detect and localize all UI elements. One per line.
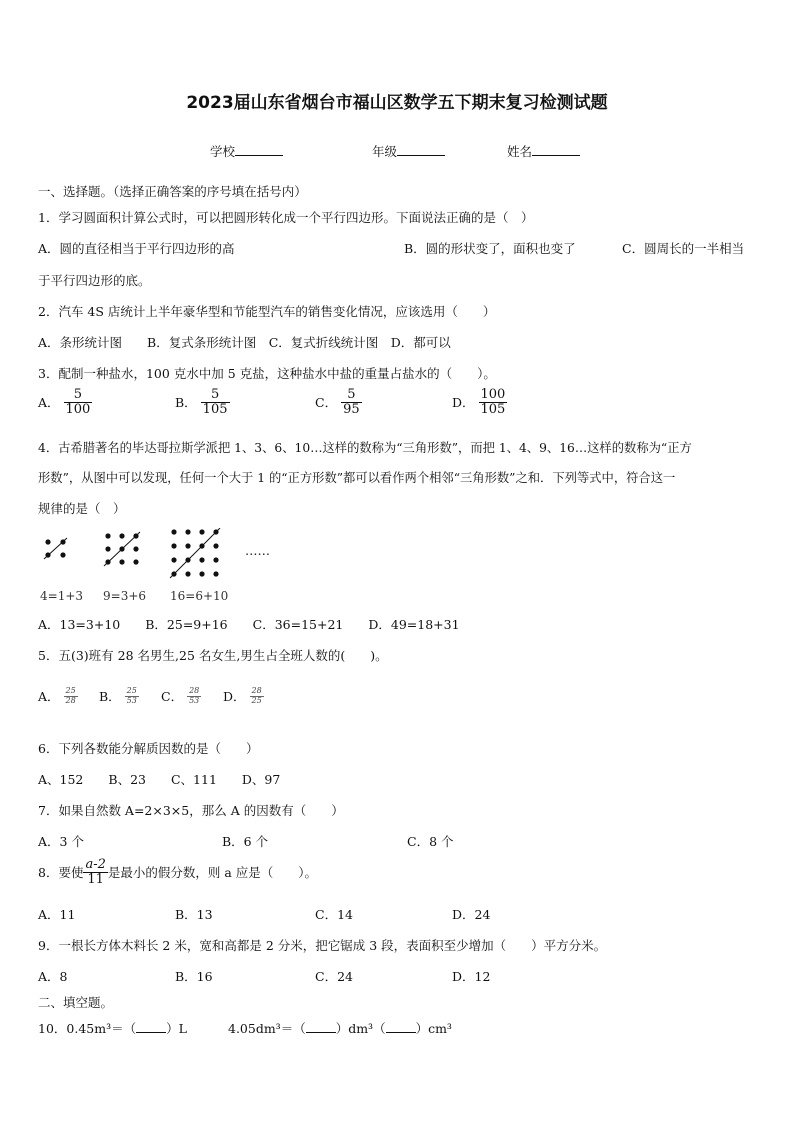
q5-stem: 5．五(3)班有 28 名男生,25 名女生,男生占全班人数的( )。 xyxy=(38,648,388,663)
q5-a-denominator: 28 xyxy=(65,695,76,705)
q10-part2-mid: ）dm³（ xyxy=(335,1021,386,1036)
q7-option-a[interactable]: A．3 个 xyxy=(38,834,84,849)
q5-a-numerator: 25 xyxy=(65,686,76,696)
q8-option-d[interactable]: D．24 xyxy=(452,907,491,922)
name-blank[interactable] xyxy=(532,143,580,156)
q9-option-c[interactable]: C．24 xyxy=(315,969,353,984)
q8-denominator: 11 xyxy=(87,871,104,887)
q3-c-label: C． xyxy=(315,395,338,411)
q5-c-denominator: 53 xyxy=(189,695,200,705)
q3-c-denominator: 95 xyxy=(343,401,360,417)
q1-option-c-continued: 于平行四边形的底。 xyxy=(38,273,151,288)
grade-blank[interactable] xyxy=(397,143,445,156)
q3-b-label: B． xyxy=(175,395,197,411)
q1-stem: 1．学习圆面积计算公式时，可以把圆形转化成一个平行四边形。下面说法正确的是（ ） xyxy=(38,210,534,225)
q9-stem: 9．一根长方体木料长 2 米，宽和高都是 2 分米，把它锯成 3 段，表面积至少增加（ ）平方分米。 xyxy=(38,938,607,953)
square-number-dot-figure xyxy=(38,528,278,584)
q8-option-c[interactable]: C．14 xyxy=(315,907,353,922)
page-title: 2023届山东省烟台市福山区数学五下期末复习检测试题 xyxy=(186,93,608,113)
q5-d-numerator: 28 xyxy=(251,686,262,696)
school-field xyxy=(210,142,283,160)
q5-a-label: A． xyxy=(38,689,60,704)
name-field xyxy=(507,142,580,160)
q5-a-fraction xyxy=(64,687,78,705)
q7-stem: 7．如果自然数 A=2×3×5，那么 A 的因数有（ ） xyxy=(38,803,344,818)
q3-option-a[interactable] xyxy=(38,388,92,416)
q4-line-1: 4．古希腊著名的毕达哥拉斯学派把 1、3、6、10…这样的数称为“三角形数”，而把 1、4、9、16…这样的数称为“正方 xyxy=(38,441,692,455)
q10-part-2 xyxy=(228,1019,452,1037)
q3-a-numerator: 5 xyxy=(64,388,93,403)
q8-stem-pre: 8．要使 xyxy=(38,865,84,881)
q8-stem-post: 是最小的假分数，则 a 应是（ ）。 xyxy=(107,865,318,881)
q5-b-label: B． xyxy=(99,689,121,704)
grade-field xyxy=(372,142,445,160)
q10-part1-pre: 10．0.45m³＝（ xyxy=(38,1021,137,1036)
q10-part-1 xyxy=(38,1019,187,1037)
q5-d-fraction xyxy=(250,687,264,705)
q5-b-denominator: 53 xyxy=(126,695,137,705)
q3-a-label: A． xyxy=(38,395,60,411)
q3-stem: 3．配制一种盐水，100 克水中加 5 克盐，这种盐水中盐的重量占盐水的（ ）。 xyxy=(38,366,496,381)
q8-option-b[interactable]: B．13 xyxy=(175,907,213,922)
q6-options[interactable]: A、152 B、23 C、111 D、97 xyxy=(38,772,281,787)
q3-b-fraction xyxy=(201,388,230,416)
q3-b-denominator: 105 xyxy=(202,401,228,417)
q5-b-numerator: 25 xyxy=(126,686,137,696)
q3-c-fraction xyxy=(341,388,362,416)
q3-d-label: D． xyxy=(452,395,475,411)
q3-d-denominator: 105 xyxy=(480,401,506,417)
q3-a-denominator: 100 xyxy=(65,401,91,417)
q5-c-label: C． xyxy=(161,689,184,704)
q8-stem xyxy=(38,858,317,886)
q3-option-d[interactable] xyxy=(452,388,507,416)
q5-c-fraction xyxy=(187,687,201,705)
name-label: 姓名 xyxy=(507,144,533,159)
q4-caption-1: 4=1+3 xyxy=(40,589,84,603)
q5-option-b[interactable] xyxy=(99,687,139,705)
q5-d-label: D． xyxy=(223,689,246,704)
q10-blank-1[interactable] xyxy=(136,1021,166,1033)
q10-blank-2[interactable] xyxy=(306,1021,336,1033)
q8-option-a[interactable]: A．11 xyxy=(38,907,76,922)
q9-option-d[interactable]: D．12 xyxy=(452,969,491,984)
school-blank[interactable] xyxy=(235,143,283,156)
q10-part2-pre: 4.05dm³＝（ xyxy=(228,1021,306,1036)
q4-line-2: 形数”，从图中可以发现，任何一个大于 1 的“正方形数”都可以看作两个相邻“三角形数”之和．下列等式中，符合这一 xyxy=(38,471,676,485)
q1-option-b[interactable]: B．圆的形状变了，面积也变了 xyxy=(404,241,576,256)
q4-options[interactable]: A．13=3+10 B．25=9+16 C．36=15+21 D．49=18+31 xyxy=(38,617,460,632)
q4-caption-2: 9=3+6 xyxy=(103,589,147,603)
q5-d-denominator: 25 xyxy=(251,695,262,705)
q9-option-a[interactable]: A．8 xyxy=(38,969,68,984)
q7-option-b[interactable]: B．6 个 xyxy=(222,834,269,849)
q10-part2-post: ）cm³ xyxy=(415,1021,452,1036)
q3-d-fraction xyxy=(479,388,508,416)
q3-option-c[interactable] xyxy=(315,388,362,416)
q4-figure-ellipsis: …… xyxy=(245,543,270,558)
q6-stem: 6．下列各数能分解质因数的是（ ） xyxy=(38,741,259,756)
q3-a-fraction xyxy=(64,388,93,416)
q2-stem: 2．汽车 4S 店统计上半年豪华型和节能型汽车的销售变化情况，应该选用（ ） xyxy=(38,304,496,319)
q5-b-fraction xyxy=(125,687,139,705)
q1-option-c[interactable]: C．圆周长的一半相当 xyxy=(622,241,745,256)
q4-line-3: 规律的是（ ） xyxy=(38,501,126,516)
q5-option-a[interactable] xyxy=(38,687,78,705)
q10-part1-post: ）L xyxy=(166,1021,187,1036)
q8-fraction xyxy=(83,858,107,886)
q5-option-c[interactable] xyxy=(161,687,201,705)
dots-4x4-diagonal xyxy=(170,528,220,578)
q4-caption-3: 16=6+10 xyxy=(170,589,229,603)
section1-heading: 一、选择题。（选择正确答案的序号填在括号内） xyxy=(38,184,307,199)
school-label: 学校 xyxy=(210,144,236,159)
q3-option-b[interactable] xyxy=(175,388,230,416)
q8-numerator: a-2 xyxy=(85,857,106,872)
q3-b-numerator: 5 xyxy=(201,388,230,403)
q5-c-numerator: 28 xyxy=(189,686,200,696)
q10-blank-3[interactable] xyxy=(386,1021,416,1033)
q9-option-b[interactable]: B．16 xyxy=(175,969,213,984)
grade-label: 年级 xyxy=(372,144,398,159)
section2-heading: 二、填空题。 xyxy=(38,995,114,1010)
q3-c-numerator: 5 xyxy=(341,388,362,403)
q1-option-a[interactable]: A．圆的直径相当于平行四边形的高 xyxy=(38,241,235,256)
q2-options[interactable]: A．条形统计图 B．复式条形统计图 C．复式折线统计图 D．都可以 xyxy=(38,335,451,350)
q5-option-d[interactable] xyxy=(223,687,264,705)
q7-option-c[interactable]: C．8 个 xyxy=(407,834,454,849)
q3-d-numerator: 100 xyxy=(480,387,506,402)
